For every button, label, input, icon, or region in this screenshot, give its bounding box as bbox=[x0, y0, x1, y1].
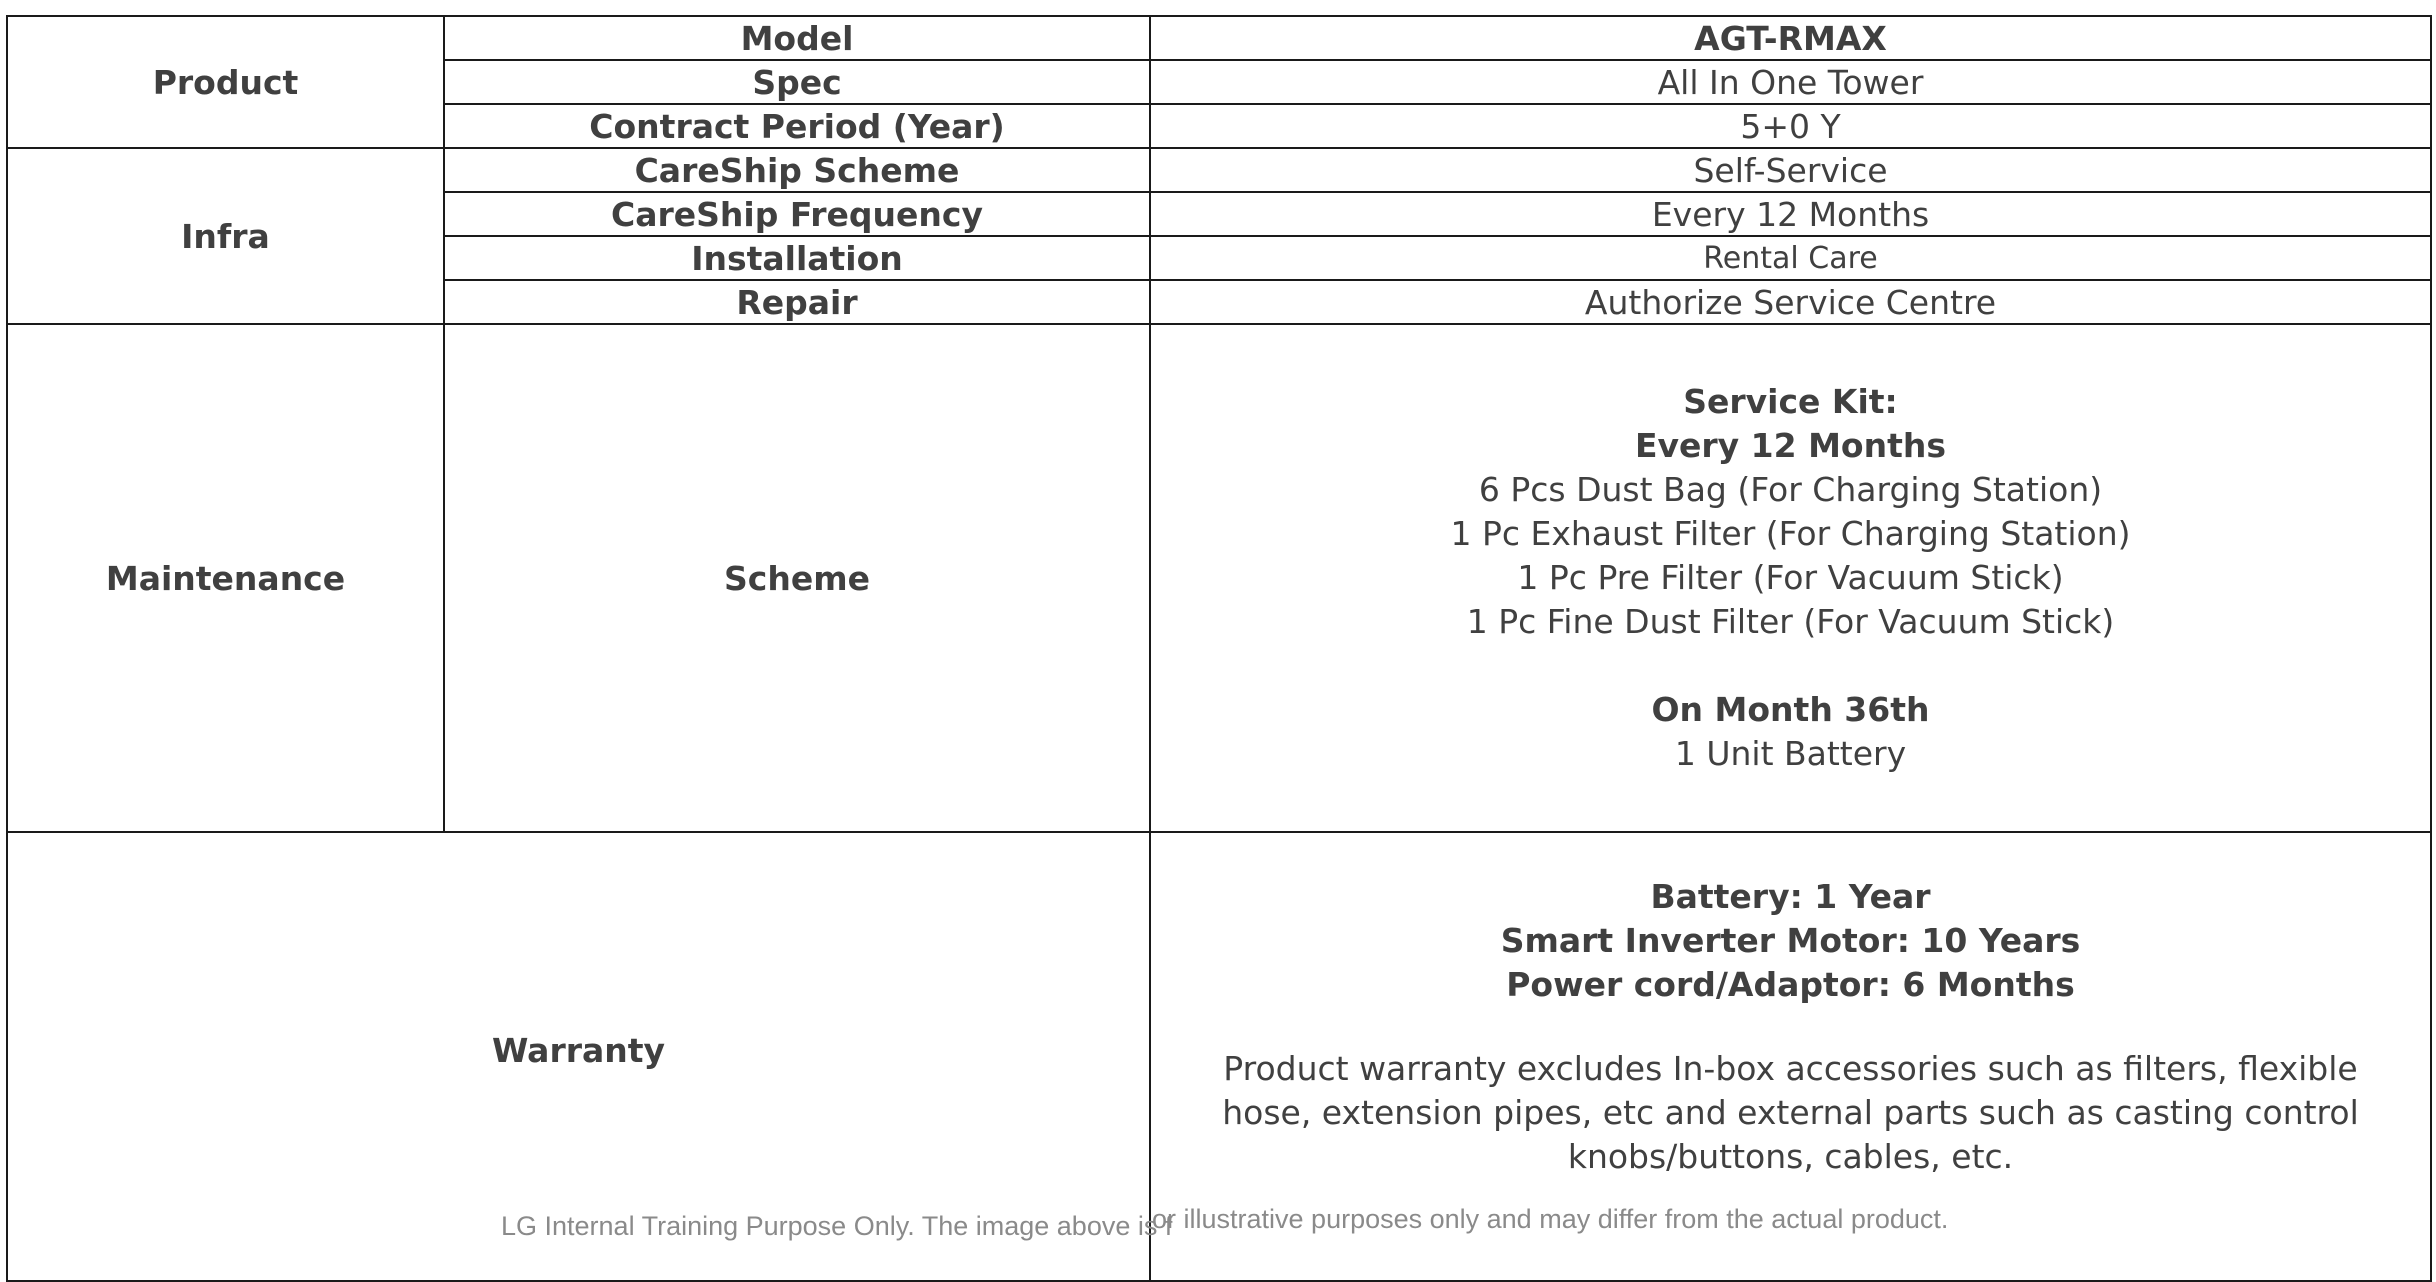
warranty-item: Smart Inverter Motor: 10 Years bbox=[1500, 921, 2081, 960]
warranty-note: Product warranty excludes In-box accessories such as filters, flexible hose, extension pipes, etc and external parts such as casting control knobs/buttons, cables, etc. bbox=[1222, 1049, 2359, 1176]
row-value-repair: Authorize Service Centre bbox=[1150, 280, 2431, 324]
maintenance-scheme-cell bbox=[1150, 324, 2431, 832]
service-kit-item: 6 Pcs Dust Bag (For Charging Station) bbox=[1478, 470, 2103, 509]
row-value-contract-period: 5+0 Y bbox=[1150, 104, 2431, 148]
row-value-spec: All In One Tower bbox=[1150, 60, 2431, 104]
row-label-spec: Spec bbox=[444, 60, 1150, 104]
service-kit-item: 1 Pc Fine Dust Filter (For Vacuum Stick) bbox=[1466, 602, 2115, 641]
category-maintenance: Maintenance bbox=[7, 324, 444, 832]
row-value-model: AGT-RMAX bbox=[1150, 16, 2431, 60]
row-label-careship-frequency: CareShip Frequency bbox=[444, 192, 1150, 236]
table-row bbox=[7, 324, 2431, 832]
warranty-label: Warranty bbox=[491, 1031, 666, 1070]
category-infra: Infra bbox=[7, 148, 444, 324]
spec-table bbox=[6, 15, 2432, 1282]
row-label-repair: Repair bbox=[444, 280, 1150, 324]
service-kit-item: 1 Pc Exhaust Filter (For Charging Station) bbox=[1450, 514, 2131, 553]
service-kit-frequency: Every 12 Months bbox=[1634, 426, 1947, 465]
category-product: Product bbox=[7, 16, 444, 148]
service-kit-title: Service Kit: bbox=[1683, 382, 1898, 421]
row-label-installation: Installation bbox=[444, 236, 1150, 280]
row-label-careship-scheme: CareShip Scheme bbox=[444, 148, 1150, 192]
row-value-careship-scheme: Self-Service bbox=[1150, 148, 2431, 192]
month-36-item: 1 Unit Battery bbox=[1674, 734, 1907, 773]
month-36-title: On Month 36th bbox=[1651, 690, 1930, 729]
row-label-model: Model bbox=[444, 16, 1150, 60]
table-row bbox=[7, 148, 2431, 192]
footnote-right: or illustrative purposes only and may differ from the actual product. bbox=[1152, 1204, 1949, 1234]
row-label-scheme: Scheme bbox=[444, 324, 1150, 832]
row-label-contract-period: Contract Period (Year) bbox=[444, 104, 1150, 148]
row-value-careship-frequency: Every 12 Months bbox=[1150, 192, 2431, 236]
table-row bbox=[7, 16, 2431, 60]
service-kit-item: 1 Pc Pre Filter (For Vacuum Stick) bbox=[1517, 558, 2064, 597]
row-value-installation: Rental Care bbox=[1150, 236, 2431, 280]
warranty-item: Battery: 1 Year bbox=[1650, 877, 1931, 916]
spacer bbox=[1159, 644, 2422, 688]
footnote-left: LG Internal Training Purpose Only. The image above is f bbox=[501, 1211, 1173, 1241]
warranty-item: Power cord/Adaptor: 6 Months bbox=[1506, 965, 2075, 1004]
